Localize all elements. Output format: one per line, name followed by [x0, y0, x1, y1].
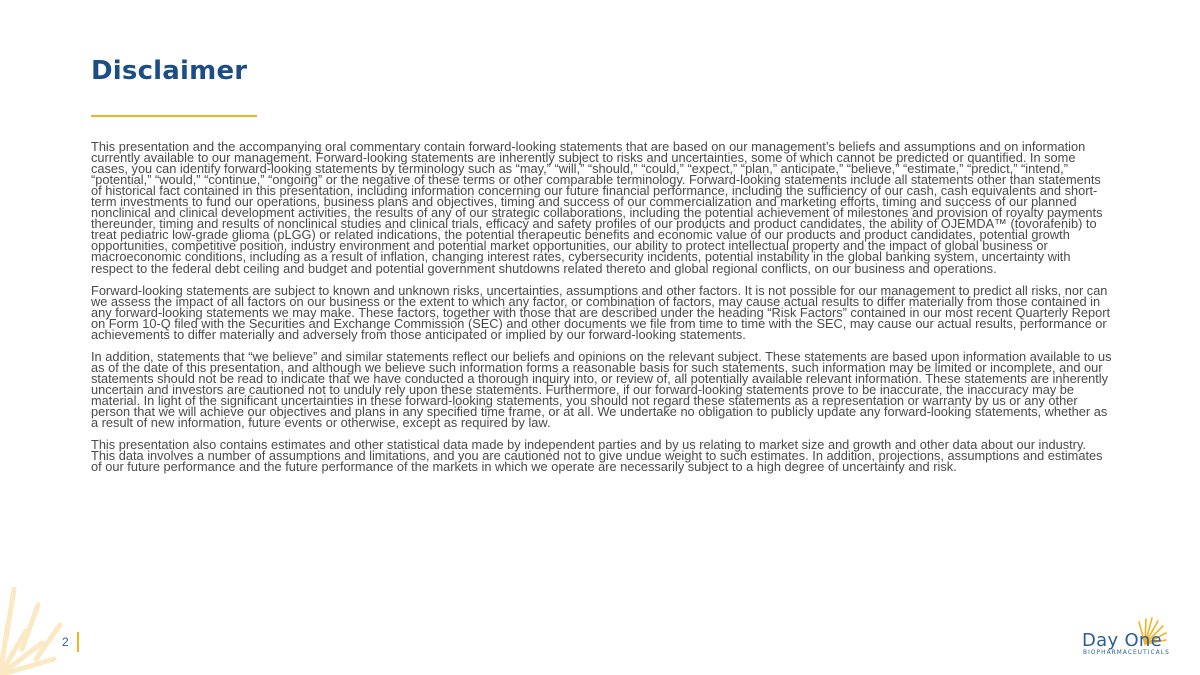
- title-underline: [91, 115, 257, 117]
- logo-wordmark: Day One: [1082, 630, 1163, 651]
- logo-subtitle: BIOPHARMACEUTICALS: [1083, 650, 1170, 656]
- paragraph-forward-looking: This presentation and the accompanying oral commentary contain forward-looking statements that are based on our management’s beliefs and assumptions and on information currently available to our management. Forward-looking statements are inherently subject to risks and uncertainties, some of which cannot be predicted or quantified. In some cases, you can identify forward-looking statements by terminology such as “may,” “will,” “should,” “could,” “expect,” “plan,” anticipate,” “believe,” “estimate,” “predict,” “intend,” “potential,” “would,” “continue,” “ongoing” or the negative of these terms or other comparable terminology. Forward-looking statements include all statements other than statements of historical fact contained in this presentation, including information concerning our future financial performance, including the sufficiency of our cash, cash equivalents and short-term investments to fund our operations, business plans and objectives, timing and success of our commercialization and marketing efforts, timing and success of our planned nonclinical and clinical development activities, the results of any of our strategic collaborations, including the potential achievement of milestones and provision of royalty payments thereunder, timing and results of nonclinical studies and clinical trials, efficacy and safety profiles of our products and product candidates, the ability of OJEMDA™ (tovorafenib) to treat pediatric low-grade glioma (pLGG) or related indications, the potential therapeutic benefits and economic value of our products and product candidates, potential growth opportunities, competitive position, industry environment and potential market opportunities, our ability to protect intellectual property and the impact of global business or macroeconomic conditions, including as a result of inflation, changing interest rates, cybersecurity incidents, potential instability in the global banking system, uncertainty with respect to the federal debt ceiling and budget and potential government shutdowns related thereto and global regional conflicts, on our business and operations.: [91, 139, 1103, 276]
- company-logo: [1075, 616, 1170, 660]
- page-number-divider: [77, 632, 79, 652]
- page-number: 2: [62, 635, 69, 649]
- decorative-rays: [0, 565, 90, 675]
- paragraph-statistical-data: This presentation also contains estimates and other statistical data made by independent parties and by us relating to market size and growth and other data about our industry. This data involves a number of assumptions and limitations, and you are cautioned not to give undue weight to such estimates. In addition, projections, assumptions and estimates of our future performance and the future performance of the markets in which we operate are necessarily subject to a high degree of uncertainty and risk.: [91, 437, 1103, 475]
- disclaimer-body: [91, 141, 1112, 483]
- paragraph-we-believe: In addition, statements that “we believe” and similar statements reflect our beliefs and opinions on the relevant subject. These statements are based upon information available to us as of the date of this presentation, and although we believe such information forms a reasonable basis for such statements, such information may be limited or incomplete, and our statements should not be read to indicate that we have conducted a thorough inquiry into, or review of, all potentially available relevant information. These statements are inherently uncertain and investors are cautioned not to unduly rely upon these statements. Furthermore, if our forward-looking statements prove to be inaccurate, the inaccuracy may be material. In light of the significant uncertainties in these forward-looking statements, you should not regard these statements as a representation or warranty by us or any other person that we will achieve our objectives and plans in any specified time frame, or at all. We undertake no obligation to publicly update any forward-looking statements, whether as a result of new information, future events or otherwise, except as required by law.: [91, 348, 1112, 431]
- page-title: Disclaimer: [91, 56, 248, 86]
- paragraph-risks: Forward-looking statements are subject to known and unknown risks, uncertainties, assumptions and other factors. It is not possible for our management to predict all risks, nor can we assess the impact of all factors on our business or the extent to which any factor, or combination of factors, may cause actual results to differ materially from those contained in any forward-looking statements we may make. These factors, together with those that are described under the heading “Risk Factors” contained in our most recent Quarterly Report on Form 10-Q filed with the Securities and Exchange Commission (SEC) and other documents we file from time to time with the SEC, may cause our actual results, performance or achievements to differ materially and adversely from those anticipated or implied by our forward-looking statements.: [91, 282, 1111, 342]
